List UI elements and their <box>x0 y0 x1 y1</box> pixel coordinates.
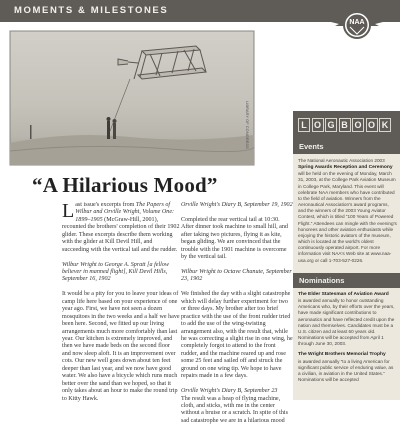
diary2-heading: Orville Wright's Diary B, September 23 <box>181 388 278 395</box>
nomination2-title: The Wright Brothers Memorial Trophy <box>298 352 386 358</box>
letter2-heading: Wilbur Wright to Octave Chanute, September 23, 1902 <box>181 268 292 283</box>
letter2-body: We finished the day with a slight catastrophe which will delay further experiment for two or three days. My brother after too brief practice with the use of the front rudder tried to add the use of the wing-twisting arrangement also, with the result that, while he was correcting a slight rise in one wing, he completely forgot to attend to the front rudder, and the machine reared up and rose some 25 feet and sailed off and struck the ground on one wing tip. We hope to have repairs made in a few days. <box>181 291 293 380</box>
article-title: “A Hilarious Mood” <box>32 173 218 197</box>
dropcap: L <box>62 200 75 222</box>
events-heading: Events <box>293 139 400 154</box>
diary1-body: Completed the rear vertical tail at 10:30. After dinner took machine to small hill, and after taking two pictures, flying it as kite, began gliding. We are convinced that the trouble with the 1901 machine is overcome by the vertical tail. <box>181 216 288 261</box>
nominations-heading: Nominations <box>293 273 400 288</box>
wright-glider-photo <box>10 31 254 165</box>
letter1-body: It would be a pity for you to leave your ideas of camp life here based on your experience of one year ago. First, we have not seen a dozen mosquitoes in the two weeks and a half we have been here. Second, we fitted up our living arrangements much more comfortably than last year. Our kitchen is extremely improved, and then we have made beds on the second floor and now sleep aloft. It is an improvement over cots. Our new well goes down about ten feet deeper than last year, and we now have good water. We also have a bicycle which runs much better over the sand than we hoped, so that it only takes about an hour to make the round trip to Kitty Hawk. <box>62 291 180 402</box>
logbook-letter: L <box>298 118 310 132</box>
logbook-header <box>293 111 400 139</box>
diary2-body: The result was a heap of flying machine, cloth, and sticks, with me in the center without a bruise or a scratch. In spite of this sad catastrophe we are in a hilarious mood <box>181 395 288 424</box>
logbook-letter: K <box>379 118 391 132</box>
letter1-heading: Wilbur Wright to George A. Spratt [a fellow believer in manned flight], Kill Devil Hills, September 16, 1902 <box>62 261 169 283</box>
events-subheading: Spring Awards Reception and Ceremony <box>298 165 393 171</box>
article-column-right <box>181 202 293 424</box>
nomination1-title: The Elder Statesman of Aviation Award <box>298 292 389 297</box>
diary1-heading: Orville Wright's Diary B, September 19, 1902 <box>181 202 293 208</box>
logbook-letter: B <box>339 118 351 132</box>
article-column-left <box>62 202 180 400</box>
logbook-letter: O <box>312 118 324 132</box>
logbook-letter: O <box>352 118 364 132</box>
events-text: The National Aeronautic Association 2003 Spring Awards Reception and Ceremony will be held on the evening of Monday, March 31, 2003, at the College Park Aviation Museum in College Park, Maryland. This event will celebrate NAA members who have contributed to the field of aviation. Winners from the Aeronautical Association's award programs, and the winners of the 2003 Young Aviator Contest, which is titled “100 Years of Powered Flight.” Attendees can mingle with the evening's honorees and other aviation enthusiasts while enjoying the historic aviators of the museum, which is located at the world's oldest continuously operated airport. For more information visit NAA's Web site at www.naa-usa.org or call 1-703-527-0226. <box>298 158 397 263</box>
intro-paragraph: Last issue's excerpts from The Papers of Wilbur and Orville Wright, Volume One: 1899–1905 (McGraw-Hill, 2001), recounted the brothers' completion of their 1902 glider. These excerpts describe them working with the glider at Kill Devil Hill, and succeeding with the vertical tail and the rudder. <box>62 200 180 253</box>
logo-letters: NAA <box>349 19 365 26</box>
logbook-sidebar <box>293 111 400 400</box>
naa-winged-emblem-icon <box>326 6 388 44</box>
diary2-block <box>181 388 293 425</box>
section-title: MOMENTS & MILESTONES <box>14 5 169 16</box>
nominations-text: The Elder Statesman of Aviation Award is awarded annually to honor outstanding Americans who, by their efforts over the years, have made significant contributions to aeronautics and have reflected credit upon the nation and themselves. Candidates must be a U.S. citizen and at least 60 years old. Nominations will be accepted from April 1 through June 30, 2003. The Wright Brothers Memorial Trophy is awarded annually “to a living American for significant public service of enduring value, as a civilian, in aviation in the United States.” Nominations will be accepted <box>298 292 397 388</box>
logbook-letter: G <box>325 118 337 132</box>
logbook-letter: O <box>366 118 378 132</box>
logbook-body <box>293 139 400 400</box>
photo-credit: LIBRARY OF CONGRESS <box>245 101 250 149</box>
